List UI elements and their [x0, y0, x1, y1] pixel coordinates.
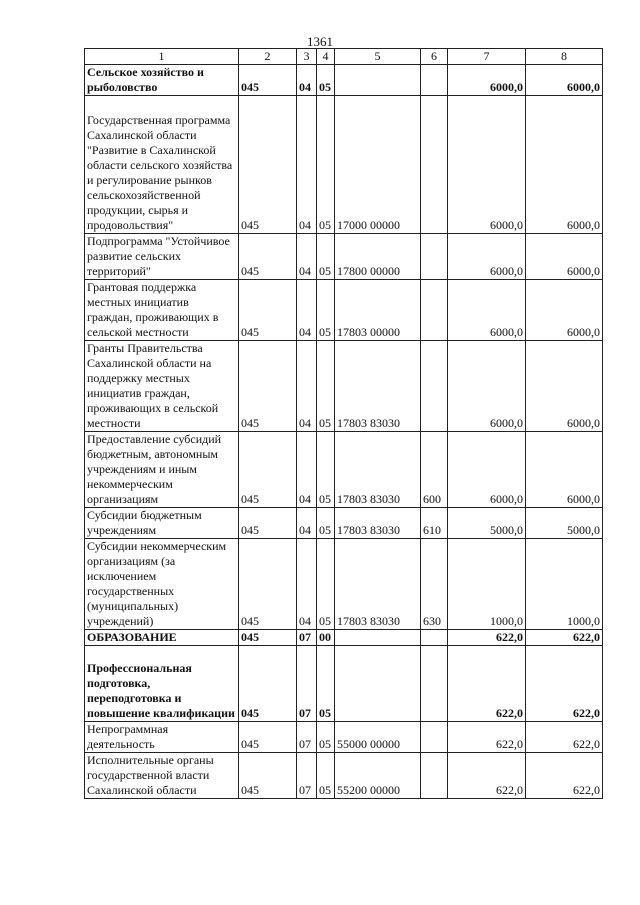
amount-col-8: 6000,0: [526, 341, 603, 432]
row-name: Сельское хозяйство и рыболовство: [85, 65, 239, 96]
expense-type-code: [421, 65, 448, 96]
section-code: 04: [297, 432, 317, 508]
col-header-2: 2: [239, 49, 297, 65]
amount-col-8: 6000,0: [526, 432, 603, 508]
section-code: 04: [297, 539, 317, 630]
table-row: [85, 539, 603, 630]
amount-col-7: 6000,0: [448, 65, 526, 96]
amount-col-8: 622,0: [526, 753, 603, 799]
expense-type-code: [421, 722, 448, 753]
row-name: Грантовая поддержка местных инициатив граждан, проживающих в сельской местности: [85, 280, 239, 341]
amount-col-8: 6000,0: [526, 96, 603, 234]
expense-type-code: 610: [421, 508, 448, 539]
ministry-code: 045: [239, 96, 297, 234]
target-item-code: 17000 00000: [335, 96, 421, 234]
section-code: 04: [297, 96, 317, 234]
amount-col-8: 6000,0: [526, 234, 603, 280]
amount-col-7: 6000,0: [448, 234, 526, 280]
ministry-code: 045: [239, 508, 297, 539]
amount-col-7: 6000,0: [448, 96, 526, 234]
ministry-code: 045: [239, 539, 297, 630]
ministry-code: 045: [239, 280, 297, 341]
table-row: [85, 753, 603, 799]
target-item-code: [335, 65, 421, 96]
section-code: 04: [297, 65, 317, 96]
row-name: Профессиональная подготовка, переподготовка и повышение квалификации: [85, 646, 239, 722]
amount-col-7: 622,0: [448, 630, 526, 646]
col-header-6: 6: [421, 49, 448, 65]
subsection-code: 05: [317, 234, 335, 280]
subsection-code: 05: [317, 65, 335, 96]
row-name: Непрограммная деятельность: [85, 722, 239, 753]
subsection-code: 05: [317, 753, 335, 799]
ministry-code: 045: [239, 753, 297, 799]
ministry-code: 045: [239, 722, 297, 753]
row-name: Гранты Правительства Сахалинской области на поддержку местных инициатив граждан, проживающих в сельской местности: [85, 341, 239, 432]
row-name: Предоставление субсидий бюджетным, автономным учреждениям и иным некоммерческим организациям: [85, 432, 239, 508]
expense-type-code: 630: [421, 539, 448, 630]
amount-col-7: 6000,0: [448, 280, 526, 341]
budget-table: [84, 48, 603, 799]
amount-col-7: 622,0: [448, 646, 526, 722]
expense-type-code: [421, 753, 448, 799]
target-item-code: 17803 00000: [335, 280, 421, 341]
table-row: [85, 280, 603, 341]
row-name: Подпрограмма "Устойчивое развитие сельских территорий": [85, 234, 239, 280]
subsection-code: 00: [317, 630, 335, 646]
expense-type-code: [421, 341, 448, 432]
column-number-header: [85, 49, 603, 65]
section-code: 04: [297, 234, 317, 280]
amount-col-8: 622,0: [526, 646, 603, 722]
expense-type-code: [421, 630, 448, 646]
amount-col-8: 5000,0: [526, 508, 603, 539]
subsection-code: 05: [317, 508, 335, 539]
amount-col-7: 622,0: [448, 753, 526, 799]
table-row: [85, 722, 603, 753]
target-item-code: 17803 83030: [335, 508, 421, 539]
subsection-code: 05: [317, 341, 335, 432]
expense-type-code: 600: [421, 432, 448, 508]
col-header-4: 4: [317, 49, 335, 65]
amount-col-8: 1000,0: [526, 539, 603, 630]
table-row: [85, 432, 603, 508]
amount-col-7: 6000,0: [448, 341, 526, 432]
col-header-7: 7: [448, 49, 526, 65]
expense-type-code: [421, 234, 448, 280]
expense-type-code: [421, 96, 448, 234]
ministry-code: 045: [239, 630, 297, 646]
table-row: [85, 646, 603, 722]
ministry-code: 045: [239, 432, 297, 508]
section-code: 07: [297, 753, 317, 799]
amount-col-7: 1000,0: [448, 539, 526, 630]
target-item-code: 17803 83030: [335, 432, 421, 508]
row-name: Субсидии некоммерческим организациям (за исключением государственных (муниципальных) учреждений): [85, 539, 239, 630]
row-name: ОБРАЗОВАНИЕ: [85, 630, 239, 646]
amount-col-8: 6000,0: [526, 65, 603, 96]
subsection-code: 05: [317, 96, 335, 234]
row-name: Государственная программа Сахалинской области "Развитие в Сахалинской области сельского хозяйства и регулирование рынков сельскохозяйственной продукции, сырья и продовольствия": [85, 96, 239, 234]
col-header-3: 3: [297, 49, 317, 65]
row-name: Субсидии бюджетным учреждениям: [85, 508, 239, 539]
target-item-code: [335, 646, 421, 722]
section-code: 04: [297, 508, 317, 539]
target-item-code: 17800 00000: [335, 234, 421, 280]
target-item-code: [335, 630, 421, 646]
table-row: [85, 65, 603, 96]
col-header-1: 1: [85, 49, 239, 65]
table-row: [85, 508, 603, 539]
amount-col-8: 6000,0: [526, 280, 603, 341]
ministry-code: 045: [239, 341, 297, 432]
target-item-code: 17803 83030: [335, 539, 421, 630]
ministry-code: 045: [239, 65, 297, 96]
table-row: [85, 341, 603, 432]
section-code: 07: [297, 646, 317, 722]
subsection-code: 05: [317, 539, 335, 630]
amount-col-7: 6000,0: [448, 432, 526, 508]
ministry-code: 045: [239, 234, 297, 280]
section-code: 04: [297, 280, 317, 341]
col-header-5: 5: [335, 49, 421, 65]
page-number: 1361: [307, 34, 333, 49]
subsection-code: 05: [317, 722, 335, 753]
amount-col-7: 622,0: [448, 722, 526, 753]
table-row: [85, 96, 603, 234]
amount-col-8: 622,0: [526, 722, 603, 753]
target-item-code: 55200 00000: [335, 753, 421, 799]
subsection-code: 05: [317, 646, 335, 722]
subsection-code: 05: [317, 280, 335, 341]
amount-col-7: 5000,0: [448, 508, 526, 539]
ministry-code: 045: [239, 646, 297, 722]
col-header-8: 8: [526, 49, 603, 65]
section-code: 07: [297, 630, 317, 646]
expense-type-code: [421, 280, 448, 341]
expense-type-code: [421, 646, 448, 722]
table-row: [85, 630, 603, 646]
target-item-code: 55000 00000: [335, 722, 421, 753]
subsection-code: 05: [317, 432, 335, 508]
section-code: 04: [297, 341, 317, 432]
table-row: [85, 234, 603, 280]
section-code: 07: [297, 722, 317, 753]
target-item-code: 17803 83030: [335, 341, 421, 432]
amount-col-8: 622,0: [526, 630, 603, 646]
row-name: Исполнительные органы государственной власти Сахалинской области: [85, 753, 239, 799]
